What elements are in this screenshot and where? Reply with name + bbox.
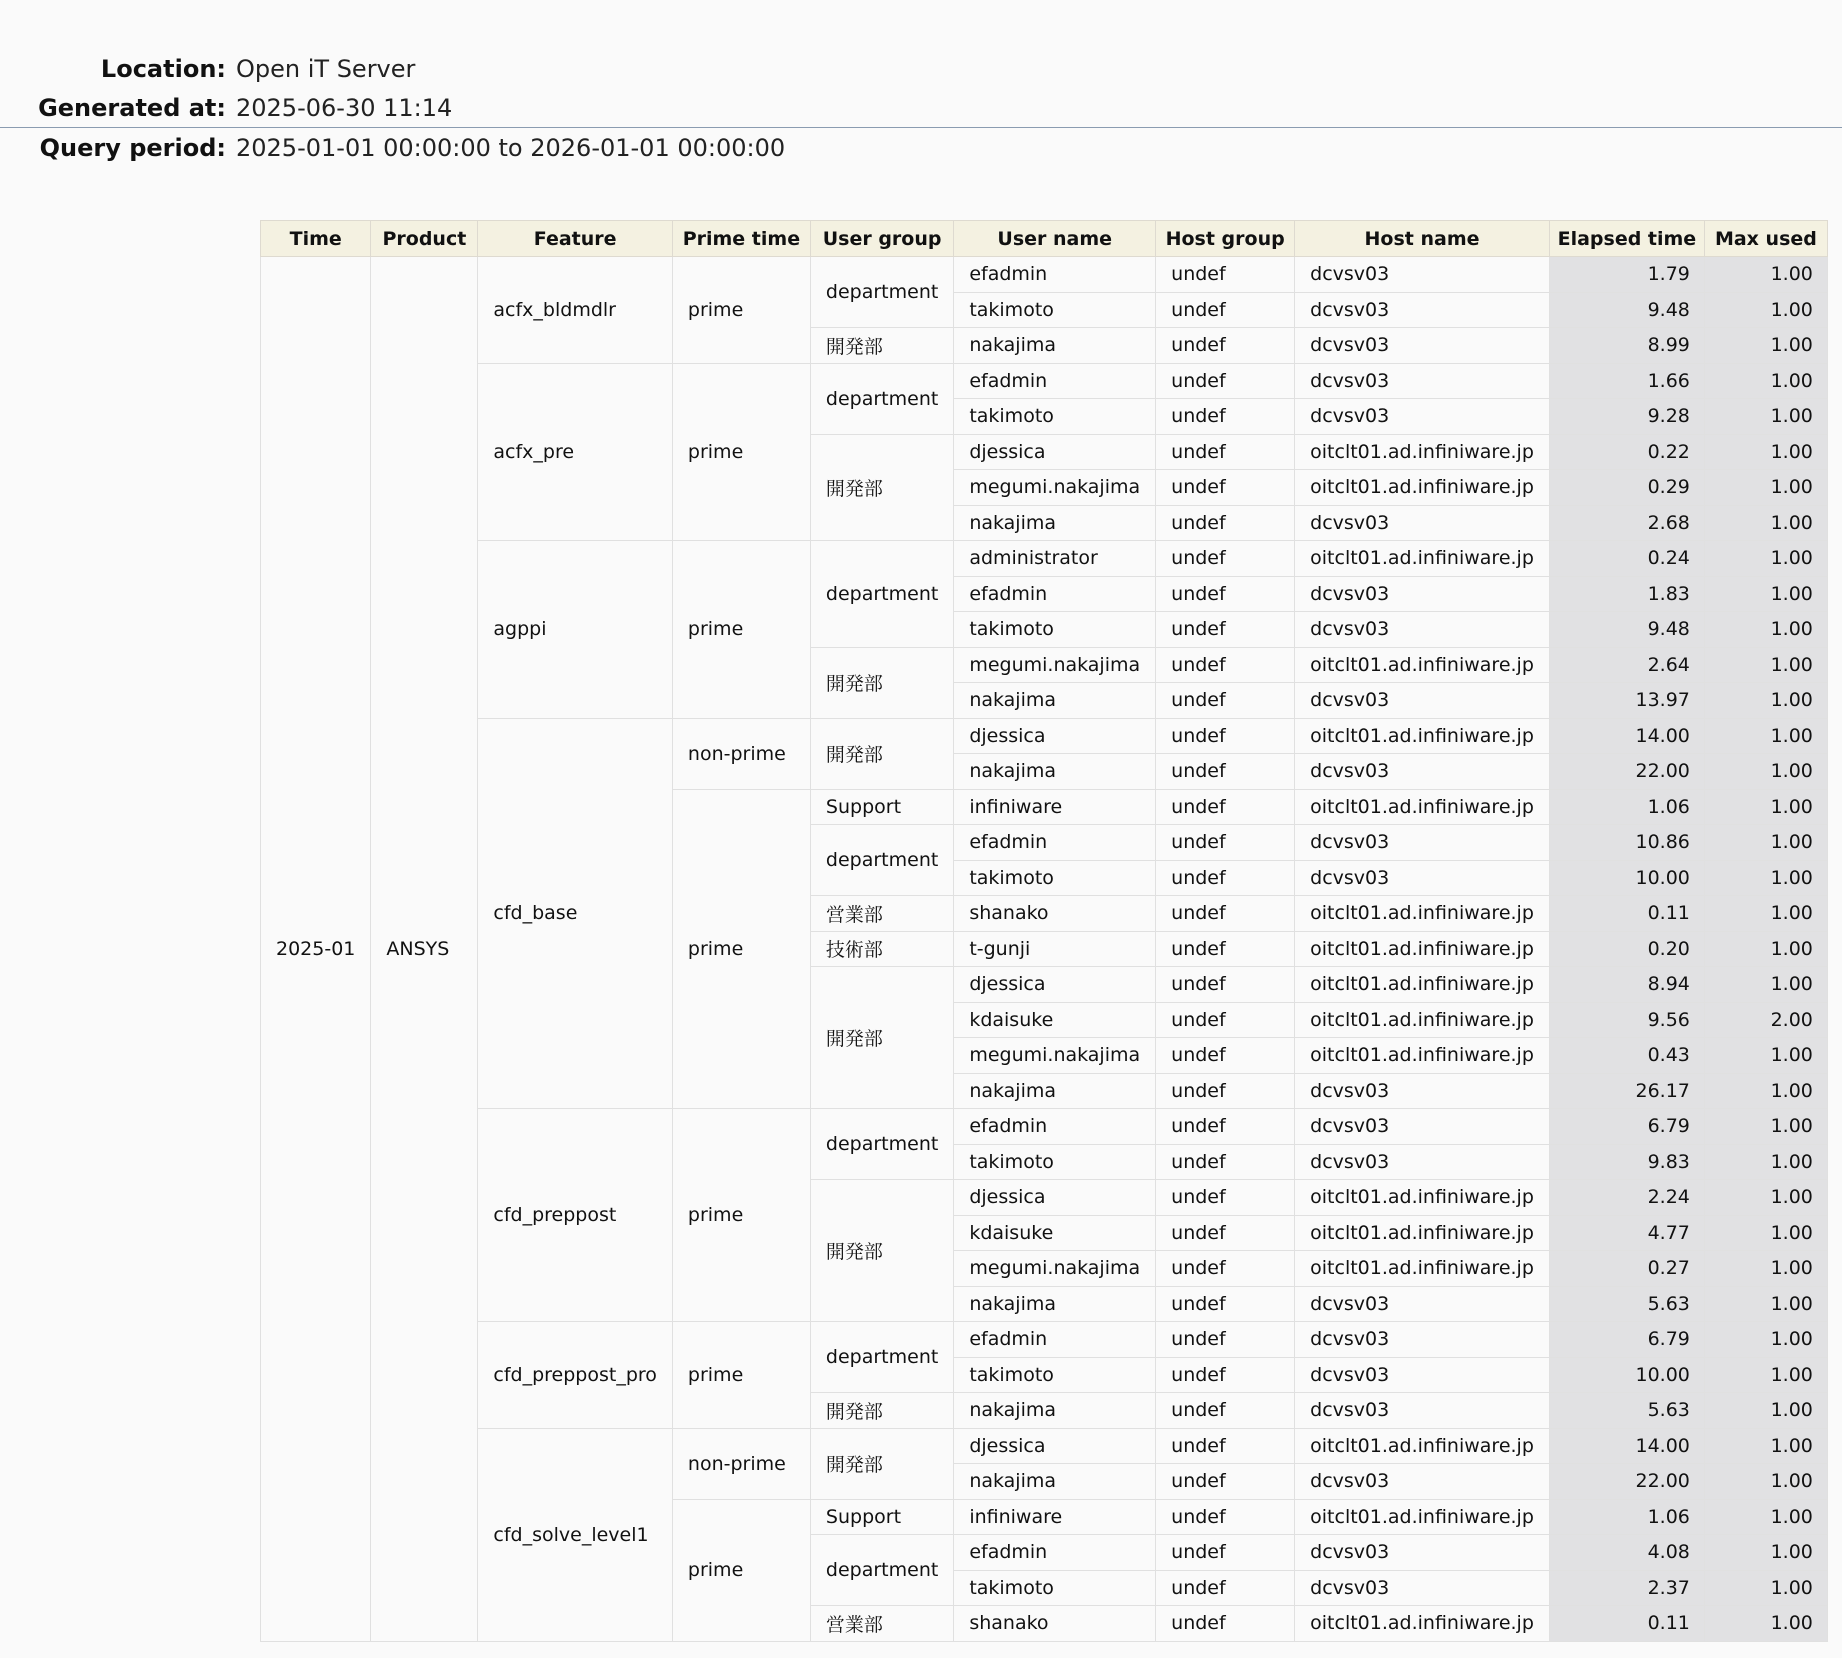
max-used-cell: 1.00 xyxy=(1704,1251,1827,1287)
host-group-cell: undef xyxy=(1156,1570,1295,1606)
elapsed-time-cell: 5.63 xyxy=(1549,1393,1704,1429)
max-used-cell: 1.00 xyxy=(1704,825,1827,861)
host-group-cell: undef xyxy=(1156,967,1295,1003)
max-used-cell: 1.00 xyxy=(1704,1499,1827,1535)
max-used-cell: 1.00 xyxy=(1704,1570,1827,1606)
user-name-cell: takimoto xyxy=(954,612,1156,648)
user-name-cell: nakajima xyxy=(954,754,1156,790)
feature-cell: agppi xyxy=(478,541,673,719)
host-name-cell: oitclt01.ad.infiniware.jp xyxy=(1295,967,1550,1003)
host-group-cell: undef xyxy=(1156,1535,1295,1571)
host-group-cell: undef xyxy=(1156,576,1295,612)
elapsed-time-cell: 22.00 xyxy=(1549,1464,1704,1500)
max-used-cell: 1.00 xyxy=(1704,789,1827,825)
feature-cell: cfd_solve_level1 xyxy=(478,1428,673,1641)
user-name-cell: nakajima xyxy=(954,1393,1156,1429)
user-name-cell: nakajima xyxy=(954,1464,1156,1500)
user-name-cell: nakajima xyxy=(954,1286,1156,1322)
elapsed-time-cell: 0.24 xyxy=(1549,541,1704,577)
max-used-cell: 1.00 xyxy=(1704,1428,1827,1464)
max-used-cell: 1.00 xyxy=(1704,1073,1827,1109)
user-name-cell: efadmin xyxy=(954,363,1156,399)
user-group-cell: Support xyxy=(810,789,953,825)
feature-cell: cfd_preppost_pro xyxy=(478,1322,673,1429)
user-name-cell: takimoto xyxy=(954,1570,1156,1606)
elapsed-time-cell: 2.64 xyxy=(1549,647,1704,683)
user-group-cell: 営業部 xyxy=(810,896,953,932)
host-group-cell: undef xyxy=(1156,470,1295,506)
max-used-cell: 1.00 xyxy=(1704,1464,1827,1500)
host-name-cell: dcvsv03 xyxy=(1295,1286,1550,1322)
max-used-cell: 1.00 xyxy=(1704,718,1827,754)
meta-label: Generated at: xyxy=(38,94,226,123)
user-group-cell: department xyxy=(810,257,953,328)
meta-value: 2025-01-01 00:00:00 to 2026-01-01 00:00:00 xyxy=(236,133,786,162)
column-header-user-group[interactable]: User group xyxy=(810,221,953,257)
host-group-cell: undef xyxy=(1156,718,1295,754)
prime-time-cell: prime xyxy=(672,1322,810,1429)
elapsed-time-cell: 9.28 xyxy=(1549,399,1704,435)
max-used-cell: 2.00 xyxy=(1704,1002,1827,1038)
host-group-cell: undef xyxy=(1156,328,1295,364)
elapsed-time-cell: 0.20 xyxy=(1549,931,1704,967)
user-group-cell: department xyxy=(810,1535,953,1606)
host-group-cell: undef xyxy=(1156,1109,1295,1145)
host-name-cell: dcvsv03 xyxy=(1295,1570,1550,1606)
meta-label: Query period: xyxy=(39,133,226,162)
user-name-cell: takimoto xyxy=(954,399,1156,435)
user-name-cell: djessica xyxy=(954,434,1156,470)
report-table-wrap xyxy=(260,220,1828,1642)
column-header-prime-time[interactable]: Prime time xyxy=(672,221,810,257)
host-name-cell: oitclt01.ad.infiniware.jp xyxy=(1295,470,1550,506)
host-group-cell: undef xyxy=(1156,505,1295,541)
max-used-cell: 1.00 xyxy=(1704,896,1827,932)
prime-time-cell: prime xyxy=(672,257,810,364)
user-name-cell: megumi.nakajima xyxy=(954,1251,1156,1287)
host-name-cell: dcvsv03 xyxy=(1295,612,1550,648)
host-group-cell: undef xyxy=(1156,1393,1295,1429)
max-used-cell: 1.00 xyxy=(1704,860,1827,896)
host-group-cell: undef xyxy=(1156,1428,1295,1464)
elapsed-time-cell: 8.94 xyxy=(1549,967,1704,1003)
elapsed-time-cell: 14.00 xyxy=(1549,1428,1704,1464)
elapsed-time-cell: 13.97 xyxy=(1549,683,1704,719)
user-name-cell: nakajima xyxy=(954,505,1156,541)
meta-row xyxy=(0,128,1842,168)
elapsed-time-cell: 4.08 xyxy=(1549,1535,1704,1571)
table-row xyxy=(261,718,1828,754)
host-name-cell: oitclt01.ad.infiniware.jp xyxy=(1295,1180,1550,1216)
host-name-cell: oitclt01.ad.infiniware.jp xyxy=(1295,1428,1550,1464)
user-name-cell: djessica xyxy=(954,1180,1156,1216)
product-cell: ANSYS xyxy=(371,257,478,1642)
max-used-cell: 1.00 xyxy=(1704,967,1827,1003)
host-name-cell: dcvsv03 xyxy=(1295,399,1550,435)
report-header xyxy=(0,0,1842,162)
max-used-cell: 1.00 xyxy=(1704,1357,1827,1393)
max-used-cell: 1.00 xyxy=(1704,1038,1827,1074)
user-group-cell: 開発部 xyxy=(810,1428,953,1499)
elapsed-time-cell: 4.77 xyxy=(1549,1215,1704,1251)
max-used-cell: 1.00 xyxy=(1704,434,1827,470)
host-group-cell: undef xyxy=(1156,1002,1295,1038)
elapsed-time-cell: 1.83 xyxy=(1549,576,1704,612)
user-group-cell: department xyxy=(810,825,953,896)
max-used-cell: 1.00 xyxy=(1704,1606,1827,1642)
host-name-cell: dcvsv03 xyxy=(1295,1464,1550,1500)
host-name-cell: dcvsv03 xyxy=(1295,825,1550,861)
host-group-cell: undef xyxy=(1156,1073,1295,1109)
host-name-cell: oitclt01.ad.infiniware.jp xyxy=(1295,1002,1550,1038)
user-name-cell: efadmin xyxy=(954,1322,1156,1358)
user-group-cell: 開発部 xyxy=(810,718,953,789)
user-name-cell: nakajima xyxy=(954,683,1156,719)
host-group-cell: undef xyxy=(1156,931,1295,967)
host-group-cell: undef xyxy=(1156,1251,1295,1287)
user-name-cell: takimoto xyxy=(954,292,1156,328)
host-name-cell: oitclt01.ad.infiniware.jp xyxy=(1295,647,1550,683)
column-header-host-group[interactable]: Host group xyxy=(1156,221,1295,257)
user-name-cell: kdaisuke xyxy=(954,1002,1156,1038)
user-name-cell: shanako xyxy=(954,896,1156,932)
host-group-cell: undef xyxy=(1156,434,1295,470)
column-header-max-used[interactable]: Max used xyxy=(1704,221,1827,257)
max-used-cell: 1.00 xyxy=(1704,328,1827,364)
user-name-cell: kdaisuke xyxy=(954,1215,1156,1251)
feature-cell: acfx_pre xyxy=(478,363,673,541)
max-used-cell: 1.00 xyxy=(1704,399,1827,435)
max-used-cell: 1.00 xyxy=(1704,1322,1827,1358)
user-name-cell: shanako xyxy=(954,1606,1156,1642)
user-name-cell: efadmin xyxy=(954,825,1156,861)
host-name-cell: dcvsv03 xyxy=(1295,328,1550,364)
host-name-cell: dcvsv03 xyxy=(1295,1393,1550,1429)
column-header-elapsed-time[interactable]: Elapsed time xyxy=(1549,221,1704,257)
host-group-cell: undef xyxy=(1156,896,1295,932)
column-header-time[interactable]: Time xyxy=(261,221,371,257)
column-header-product[interactable]: Product xyxy=(371,221,478,257)
elapsed-time-cell: 2.37 xyxy=(1549,1570,1704,1606)
elapsed-time-cell: 10.86 xyxy=(1549,825,1704,861)
host-group-cell: undef xyxy=(1156,860,1295,896)
user-group-cell: department xyxy=(810,363,953,434)
max-used-cell: 1.00 xyxy=(1704,1535,1827,1571)
host-name-cell: dcvsv03 xyxy=(1295,1073,1550,1109)
column-header-user-name[interactable]: User name xyxy=(954,221,1156,257)
elapsed-time-cell: 9.56 xyxy=(1549,1002,1704,1038)
host-group-cell: undef xyxy=(1156,1499,1295,1535)
host-group-cell: undef xyxy=(1156,789,1295,825)
user-name-cell: megumi.nakajima xyxy=(954,470,1156,506)
host-name-cell: oitclt01.ad.infiniware.jp xyxy=(1295,541,1550,577)
user-name-cell: infiniware xyxy=(954,1499,1156,1535)
elapsed-time-cell: 2.24 xyxy=(1549,1180,1704,1216)
prime-time-cell: prime xyxy=(672,789,810,1109)
host-name-cell: oitclt01.ad.infiniware.jp xyxy=(1295,1251,1550,1287)
elapsed-time-cell: 26.17 xyxy=(1549,1073,1704,1109)
elapsed-time-cell: 10.00 xyxy=(1549,1357,1704,1393)
host-group-cell: undef xyxy=(1156,1038,1295,1074)
host-name-cell: oitclt01.ad.infiniware.jp xyxy=(1295,1606,1550,1642)
host-name-cell: dcvsv03 xyxy=(1295,1109,1550,1145)
host-group-cell: undef xyxy=(1156,1144,1295,1180)
user-group-cell: 開発部 xyxy=(810,1393,953,1429)
elapsed-time-cell: 0.27 xyxy=(1549,1251,1704,1287)
user-name-cell: efadmin xyxy=(954,1535,1156,1571)
host-group-cell: undef xyxy=(1156,825,1295,861)
max-used-cell: 1.00 xyxy=(1704,1215,1827,1251)
prime-time-cell: prime xyxy=(672,1499,810,1641)
max-used-cell: 1.00 xyxy=(1704,1109,1827,1145)
user-name-cell: djessica xyxy=(954,1428,1156,1464)
user-name-cell: megumi.nakajima xyxy=(954,1038,1156,1074)
elapsed-time-cell: 0.11 xyxy=(1549,896,1704,932)
user-name-cell: efadmin xyxy=(954,1109,1156,1145)
elapsed-time-cell: 6.79 xyxy=(1549,1322,1704,1358)
max-used-cell: 1.00 xyxy=(1704,257,1827,293)
user-name-cell: takimoto xyxy=(954,1144,1156,1180)
host-name-cell: dcvsv03 xyxy=(1295,257,1550,293)
prime-time-cell: prime xyxy=(672,1109,810,1322)
elapsed-time-cell: 8.99 xyxy=(1549,328,1704,364)
meta-row xyxy=(0,49,1842,89)
feature-cell: cfd_preppost xyxy=(478,1109,673,1322)
user-group-cell: 開発部 xyxy=(810,1180,953,1322)
table-body xyxy=(261,257,1828,1642)
user-group-cell: 技術部 xyxy=(810,931,953,967)
host-name-cell: dcvsv03 xyxy=(1295,576,1550,612)
max-used-cell: 1.00 xyxy=(1704,1144,1827,1180)
elapsed-time-cell: 1.66 xyxy=(1549,363,1704,399)
user-name-cell: efadmin xyxy=(954,576,1156,612)
host-name-cell: dcvsv03 xyxy=(1295,1322,1550,1358)
max-used-cell: 1.00 xyxy=(1704,754,1827,790)
user-name-cell: djessica xyxy=(954,967,1156,1003)
max-used-cell: 1.00 xyxy=(1704,1180,1827,1216)
max-used-cell: 1.00 xyxy=(1704,505,1827,541)
user-name-cell: takimoto xyxy=(954,1357,1156,1393)
host-group-cell: undef xyxy=(1156,1215,1295,1251)
user-name-cell: megumi.nakajima xyxy=(954,647,1156,683)
column-header-host-name[interactable]: Host name xyxy=(1295,221,1550,257)
user-group-cell: department xyxy=(810,1109,953,1180)
host-name-cell: oitclt01.ad.infiniware.jp xyxy=(1295,1499,1550,1535)
max-used-cell: 1.00 xyxy=(1704,612,1827,648)
host-name-cell: oitclt01.ad.infiniware.jp xyxy=(1295,789,1550,825)
table-row xyxy=(261,1109,1828,1145)
host-group-cell: undef xyxy=(1156,1464,1295,1500)
user-group-cell: 営業部 xyxy=(810,1606,953,1642)
host-group-cell: undef xyxy=(1156,363,1295,399)
elapsed-time-cell: 9.83 xyxy=(1549,1144,1704,1180)
host-name-cell: dcvsv03 xyxy=(1295,754,1550,790)
meta-label: Location: xyxy=(100,54,226,83)
table-header-row xyxy=(261,221,1828,257)
user-group-cell: 開発部 xyxy=(810,967,953,1109)
user-group-cell: Support xyxy=(810,1499,953,1535)
table-row xyxy=(261,257,1828,293)
elapsed-time-cell: 1.79 xyxy=(1549,257,1704,293)
table-row xyxy=(261,363,1828,399)
user-group-cell: department xyxy=(810,1322,953,1393)
host-name-cell: dcvsv03 xyxy=(1295,363,1550,399)
host-name-cell: oitclt01.ad.infiniware.jp xyxy=(1295,931,1550,967)
prime-time-cell: non-prime xyxy=(672,718,810,789)
user-name-cell: nakajima xyxy=(954,328,1156,364)
max-used-cell: 1.00 xyxy=(1704,931,1827,967)
host-name-cell: oitclt01.ad.infiniware.jp xyxy=(1295,434,1550,470)
elapsed-time-cell: 9.48 xyxy=(1549,612,1704,648)
table-row xyxy=(261,1428,1828,1464)
host-name-cell: oitclt01.ad.infiniware.jp xyxy=(1295,1215,1550,1251)
host-name-cell: dcvsv03 xyxy=(1295,1357,1550,1393)
host-name-cell: dcvsv03 xyxy=(1295,683,1550,719)
host-group-cell: undef xyxy=(1156,1322,1295,1358)
max-used-cell: 1.00 xyxy=(1704,576,1827,612)
host-group-cell: undef xyxy=(1156,399,1295,435)
user-group-cell: 開発部 xyxy=(810,434,953,541)
user-name-cell: takimoto xyxy=(954,860,1156,896)
host-group-cell: undef xyxy=(1156,541,1295,577)
max-used-cell: 1.00 xyxy=(1704,1393,1827,1429)
elapsed-time-cell: 6.79 xyxy=(1549,1109,1704,1145)
max-used-cell: 1.00 xyxy=(1704,470,1827,506)
host-group-cell: undef xyxy=(1156,683,1295,719)
meta-value: 2025-06-30 11:14 xyxy=(236,94,453,123)
elapsed-time-cell: 0.43 xyxy=(1549,1038,1704,1074)
feature-cell: acfx_bldmdlr xyxy=(478,257,673,364)
user-group-cell: department xyxy=(810,541,953,648)
host-name-cell: dcvsv03 xyxy=(1295,292,1550,328)
column-header-feature[interactable]: Feature xyxy=(478,221,673,257)
host-name-cell: dcvsv03 xyxy=(1295,505,1550,541)
elapsed-time-cell: 14.00 xyxy=(1549,718,1704,754)
host-group-cell: undef xyxy=(1156,1286,1295,1322)
table-row xyxy=(261,1322,1828,1358)
max-used-cell: 1.00 xyxy=(1704,683,1827,719)
host-group-cell: undef xyxy=(1156,1357,1295,1393)
elapsed-time-cell: 5.63 xyxy=(1549,1286,1704,1322)
host-group-cell: undef xyxy=(1156,754,1295,790)
feature-cell: cfd_base xyxy=(478,718,673,1109)
user-group-cell: 開発部 xyxy=(810,647,953,718)
elapsed-time-cell: 1.06 xyxy=(1549,1499,1704,1535)
elapsed-time-cell: 2.68 xyxy=(1549,505,1704,541)
meta-value: Open iT Server xyxy=(236,54,416,83)
max-used-cell: 1.00 xyxy=(1704,541,1827,577)
user-name-cell: t-gunji xyxy=(954,931,1156,967)
elapsed-time-cell: 0.29 xyxy=(1549,470,1704,506)
prime-time-cell: prime xyxy=(672,541,810,719)
max-used-cell: 1.00 xyxy=(1704,1286,1827,1322)
user-group-cell: 開発部 xyxy=(810,328,953,364)
elapsed-time-cell: 0.22 xyxy=(1549,434,1704,470)
host-name-cell: oitclt01.ad.infiniware.jp xyxy=(1295,1038,1550,1074)
meta-row xyxy=(0,89,1842,129)
time-cell: 2025-01 xyxy=(261,257,371,1642)
user-name-cell: administrator xyxy=(954,541,1156,577)
host-group-cell: undef xyxy=(1156,1606,1295,1642)
host-name-cell: dcvsv03 xyxy=(1295,1535,1550,1571)
user-name-cell: infiniware xyxy=(954,789,1156,825)
max-used-cell: 1.00 xyxy=(1704,292,1827,328)
elapsed-time-cell: 9.48 xyxy=(1549,292,1704,328)
host-name-cell: oitclt01.ad.infiniware.jp xyxy=(1295,718,1550,754)
max-used-cell: 1.00 xyxy=(1704,647,1827,683)
table-row xyxy=(261,541,1828,577)
host-name-cell: oitclt01.ad.infiniware.jp xyxy=(1295,896,1550,932)
prime-time-cell: prime xyxy=(672,363,810,541)
prime-time-cell: non-prime xyxy=(672,1428,810,1499)
host-group-cell: undef xyxy=(1156,292,1295,328)
elapsed-time-cell: 22.00 xyxy=(1549,754,1704,790)
host-group-cell: undef xyxy=(1156,1180,1295,1216)
host-group-cell: undef xyxy=(1156,647,1295,683)
user-name-cell: djessica xyxy=(954,718,1156,754)
host-name-cell: dcvsv03 xyxy=(1295,860,1550,896)
host-group-cell: undef xyxy=(1156,257,1295,293)
max-used-cell: 1.00 xyxy=(1704,363,1827,399)
host-group-cell: undef xyxy=(1156,612,1295,648)
user-name-cell: nakajima xyxy=(954,1073,1156,1109)
host-name-cell: dcvsv03 xyxy=(1295,1144,1550,1180)
user-name-cell: efadmin xyxy=(954,257,1156,293)
elapsed-time-cell: 0.11 xyxy=(1549,1606,1704,1642)
usage-table xyxy=(260,220,1828,1642)
elapsed-time-cell: 10.00 xyxy=(1549,860,1704,896)
elapsed-time-cell: 1.06 xyxy=(1549,789,1704,825)
